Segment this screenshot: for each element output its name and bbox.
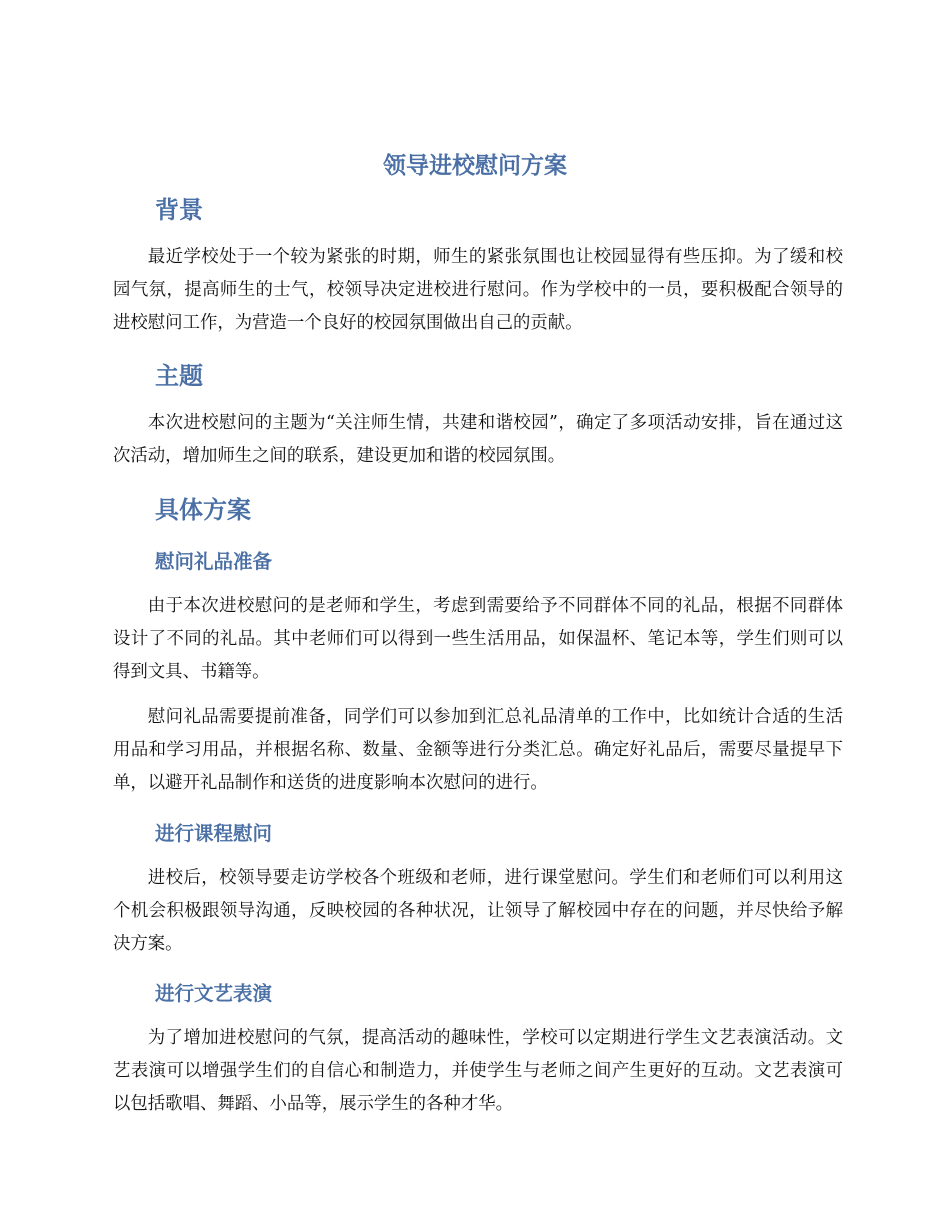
paragraph-gifts-1: 由于本次进校慰问的是老师和学生，考虑到需要给予不同群体不同的礼品，根据不同群体设计了不同的礼品。其中老师们可以得到一些生活用品，如保温杯、笔记本等，学生们则可以得到文具、书籍等。 <box>113 596 843 682</box>
paragraph-background: 最近学校处于一个较为紧张的时期，师生的紧张氛围也让校园显得有些压抑。为了缓和校园气氛，提高师生的士气，校领导决定进校进行慰问。作为学校中的一员，要积极配合领导的进校慰问工作，为营造一个良好的校园氛围做出自己的贡献。 <box>113 247 843 333</box>
section-heading-plan: 具体方案 <box>155 496 251 524</box>
paragraph-classes: 进校后，校领导要走访学校各个班级和老师，进行课堂慰问。学生们和老师们可以利用这个机会积极跟领导沟通，反映校园的各种状况，让领导了解校园中存在的问题，并尽快给予解决方案。 <box>113 868 843 954</box>
document-title: 领导进校慰问方案 <box>383 153 567 179</box>
section-heading-background: 背景 <box>155 196 203 224</box>
paragraph-theme: 本次进校慰问的主题为“关注师生情，共建和谐校园”，确定了多项活动安排，旨在通过这次活动，增加师生之间的联系，建设更加和谐的校园氛围。 <box>113 413 843 466</box>
subsection-heading-performance: 进行文艺表演 <box>155 982 273 1005</box>
paragraph-gifts-2: 慰问礼品需要提前准备，同学们可以参加到汇总礼品清单的工作中，比如统计合适的生活用品和学习用品，并根据名称、数量、金额等进行分类汇总。确定好礼品后，需要尽量提早下单，以避开礼品制作和送货的进度影响本次慰问的进行。 <box>113 707 843 793</box>
subsection-heading-classes: 进行课程慰问 <box>155 822 273 845</box>
subsection-heading-gifts: 慰问礼品准备 <box>155 550 273 573</box>
section-heading-theme: 主题 <box>155 362 203 390</box>
paragraph-performance: 为了增加进校慰问的气氛，提高活动的趣味性，学校可以定期进行学生文艺表演活动。文艺表演可以增强学生们的自信心和制造力，并使学生与老师之间产生更好的互动。文艺表演可以包括歌唱、舞蹈、小品等，展示学生的各种才华。 <box>113 1028 843 1114</box>
